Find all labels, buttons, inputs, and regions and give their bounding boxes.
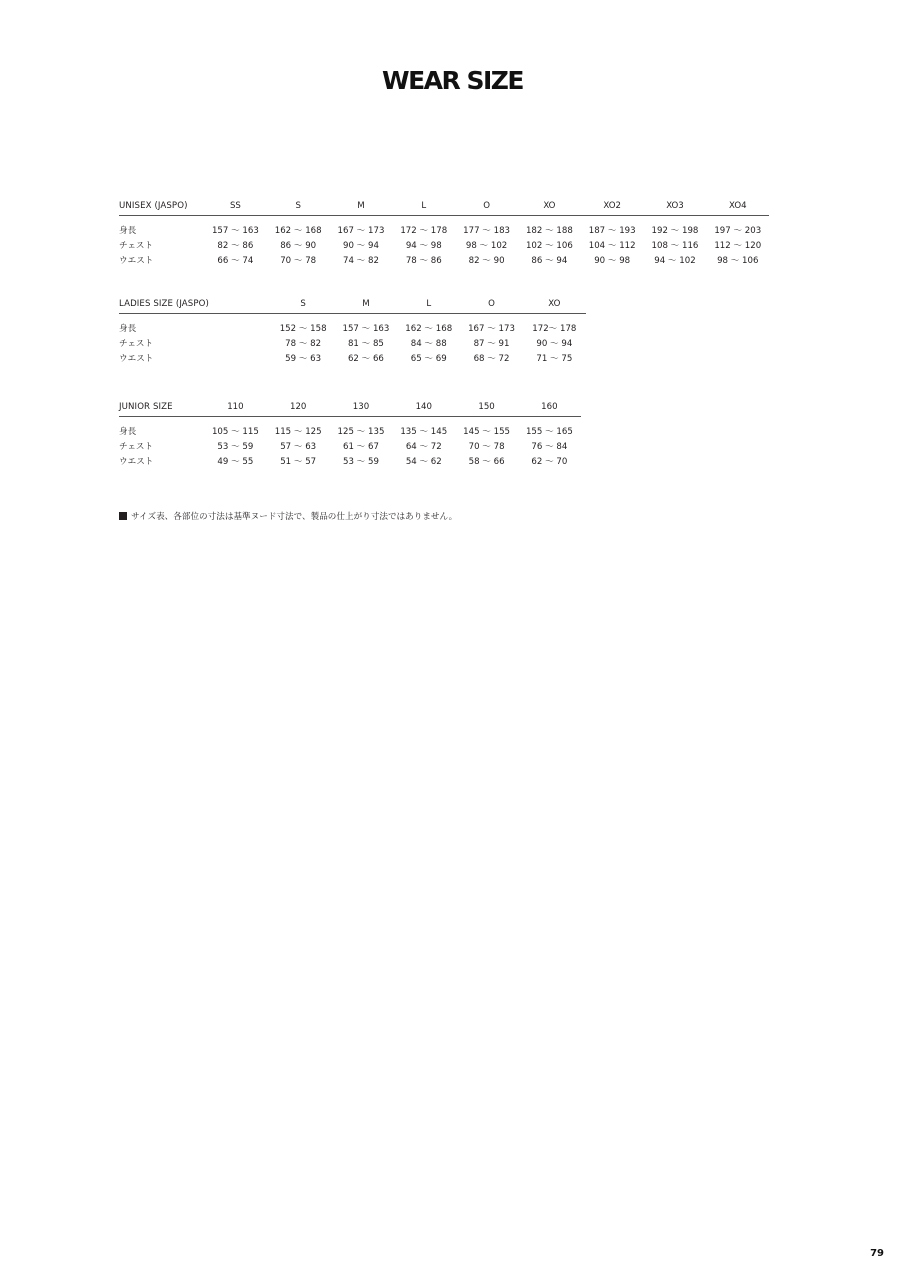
table-row <box>119 453 581 468</box>
table-cell: 74 〜 82 <box>343 255 379 266</box>
table-cell: 90 〜 94 <box>536 338 573 349</box>
table-cell: 61 〜 67 <box>343 441 379 452</box>
table-cell: 71 〜 75 <box>536 353 573 364</box>
table-cell <box>209 314 272 336</box>
table-cell: 167 〜 173 <box>468 323 515 334</box>
table-cell: 94 〜 98 <box>405 240 442 251</box>
table-cell: 76 〜 84 <box>531 441 568 452</box>
table-name: LADIES SIZE (JASPO) <box>119 294 209 314</box>
row-label: ウエスト <box>119 255 154 266</box>
table-row <box>119 335 586 350</box>
table-row <box>119 252 769 267</box>
size-header: 150 <box>455 397 518 417</box>
size-header: L <box>397 294 460 314</box>
header-row <box>119 397 581 417</box>
page-title: WEAR SIZE <box>382 66 523 95</box>
size-header: XO <box>518 196 581 216</box>
table-cell: 78 〜 82 <box>285 338 322 349</box>
table-cell: 62 〜 70 <box>531 456 568 467</box>
size-note <box>119 510 457 522</box>
table-cell: 172〜 178 <box>532 323 577 334</box>
table-cell <box>209 350 272 365</box>
page-number: 79 <box>870 1248 884 1259</box>
row-label: チェスト <box>119 441 154 452</box>
table-cell: 94 〜 102 <box>654 255 696 266</box>
table-cell: 82 〜 90 <box>468 255 505 266</box>
table-cell: 84 〜 88 <box>410 338 447 349</box>
size-header: XO2 <box>581 196 644 216</box>
table-cell: 98 〜 106 <box>717 255 759 266</box>
table-cell: 98 〜 102 <box>465 240 508 251</box>
table-cell: 49 〜 55 <box>217 456 254 467</box>
table-cell: 115 〜 125 <box>274 426 322 437</box>
table-cell: 157 〜 163 <box>211 225 259 236</box>
size-header: 140 <box>392 397 455 417</box>
table-cell: 112 〜 120 <box>714 240 762 251</box>
table-cell: 58 〜 66 <box>468 456 505 467</box>
size-header: 120 <box>267 397 330 417</box>
table-cell: 62 〜 66 <box>347 353 384 364</box>
size-header: O <box>455 196 518 216</box>
size-header: 160 <box>518 397 581 417</box>
table-cell: 197 〜 203 <box>714 225 762 236</box>
table-cell: 64 〜 72 <box>405 441 442 452</box>
row-label: 身長 <box>119 426 137 437</box>
table-row <box>119 417 581 439</box>
size-header: S <box>267 196 330 216</box>
table-cell: 108 〜 116 <box>651 240 699 251</box>
junior-size-table <box>119 397 581 468</box>
table-cell: 87 〜 91 <box>473 338 510 349</box>
table-cell: 177 〜 183 <box>463 225 511 236</box>
table-cell: 68 〜 72 <box>473 353 510 364</box>
table-cell: 53 〜 59 <box>343 456 379 467</box>
table-cell: 51 〜 57 <box>280 456 317 467</box>
table-cell: 135 〜 145 <box>400 426 448 437</box>
table-cell: 90 〜 98 <box>594 255 631 266</box>
table-cell: 65 〜 69 <box>410 353 447 364</box>
table-cell: 125 〜 135 <box>337 426 385 437</box>
table-name: UNISEX (JASPO) <box>119 196 204 216</box>
table-cell: 192 〜 198 <box>651 225 699 236</box>
table-row <box>119 438 581 453</box>
table-cell: 53 〜 59 <box>217 441 254 452</box>
table-row <box>119 216 769 238</box>
row-label: ウエスト <box>119 353 154 364</box>
size-header: 130 <box>330 397 393 417</box>
size-note-text: サイズ表、各部位の寸法は基準ヌード寸法で、製品の仕上がり寸法ではありません。 <box>131 512 458 522</box>
table-cell: 182 〜 188 <box>525 225 573 236</box>
table-cell: 57 〜 63 <box>280 441 317 452</box>
row-label: チェスト <box>119 338 154 349</box>
table-cell: 90 〜 94 <box>343 240 379 251</box>
row-label: ウエスト <box>119 456 154 467</box>
size-header: S <box>272 294 335 314</box>
table-cell: 155 〜 165 <box>525 426 573 437</box>
table-cell: 82 〜 86 <box>217 240 254 251</box>
table-cell: 104 〜 112 <box>588 240 636 251</box>
size-header: M <box>330 196 393 216</box>
table-cell: 162 〜 168 <box>405 323 453 334</box>
table-name: JUNIOR SIZE <box>119 397 204 417</box>
header-row <box>119 294 586 314</box>
table-cell: 86 〜 94 <box>531 255 568 266</box>
ladies-size-table <box>119 294 586 365</box>
table-row <box>119 314 586 336</box>
table-cell: 78 〜 86 <box>405 255 442 266</box>
table-cell: 81 〜 85 <box>347 338 384 349</box>
table-cell: 152 〜 158 <box>279 323 327 334</box>
table-cell: 59 〜 63 <box>285 353 322 364</box>
row-label: 身長 <box>119 225 137 236</box>
table-cell: 162 〜 168 <box>274 225 322 236</box>
table-cell <box>209 335 272 350</box>
size-header: SS <box>204 196 267 216</box>
table-cell: 145 〜 155 <box>463 426 511 437</box>
table-cell: 157 〜 163 <box>342 323 390 334</box>
unisex-size-table <box>119 196 769 267</box>
table-cell: 70 〜 78 <box>280 255 317 266</box>
table-cell: 102 〜 106 <box>525 240 573 251</box>
square-bullet-icon <box>119 512 127 520</box>
size-header: 110 <box>204 397 267 417</box>
table-row <box>119 237 769 252</box>
table-cell: 172 〜 178 <box>400 225 448 236</box>
size-header: O <box>460 294 523 314</box>
table-cell: 105 〜 115 <box>211 426 259 437</box>
size-header: L <box>392 196 455 216</box>
size-header: XO3 <box>644 196 707 216</box>
table-cell: 86 〜 90 <box>280 240 317 251</box>
table-cell: 70 〜 78 <box>468 441 505 452</box>
table-cell: 167 〜 173 <box>337 225 385 236</box>
size-header <box>209 294 272 314</box>
size-header: XO <box>523 294 586 314</box>
header-row <box>119 196 769 216</box>
table-cell: 54 〜 62 <box>405 456 442 467</box>
row-label: 身長 <box>119 323 137 334</box>
size-header: XO4 <box>706 196 769 216</box>
table-row <box>119 350 586 365</box>
size-header: M <box>335 294 398 314</box>
table-cell: 187 〜 193 <box>588 225 636 236</box>
table-cell: 66 〜 74 <box>217 255 254 266</box>
row-label: チェスト <box>119 240 154 251</box>
